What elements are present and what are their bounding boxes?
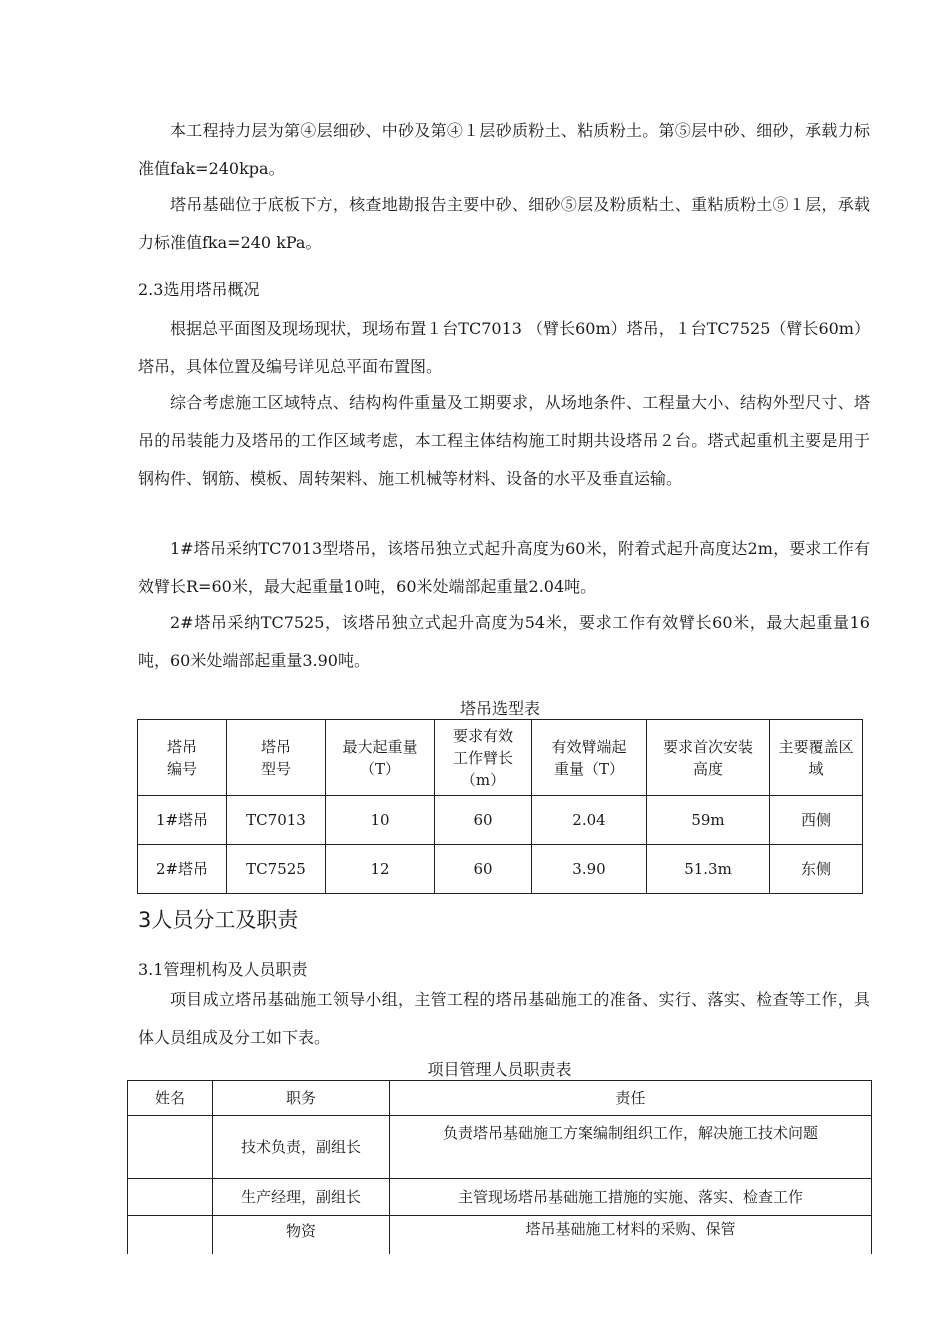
paragraph-crane-2: 2#塔吊采纳TC7525，该塔吊独立式起升高度为54米，要求工作有效臂长60米，最大起重量16吨，60米处端部起重量3.90吨。	[138, 613, 870, 670]
table-header-row	[128, 1081, 872, 1116]
table-cell: 2#塔吊	[138, 845, 227, 894]
table-cell: 3.90	[532, 845, 647, 894]
table-cell: 塔吊基础施工材料的采购、保管	[390, 1216, 872, 1255]
table-cell: 60	[435, 796, 532, 845]
table-cell: 2.04	[532, 796, 647, 845]
paragraph-layout: 根据总平面图及现场现状，现场布置１台TC7013 （臂长60m）塔吊，１台TC7525（臂长60m）塔吊，具体位置及编号详见总平面布置图。	[138, 319, 870, 376]
table-header-cell: 塔吊 型号	[227, 720, 326, 796]
table-header-row	[138, 720, 863, 796]
paragraph-crane-foundation: 塔吊基础位于底板下方，核查地勘报告主要中砂、细砂⑤层及粉质粘土、重粘质粉土⑤１层，承载力标准值fka=240 kPa。	[138, 195, 870, 252]
table-cell: 10	[326, 796, 435, 845]
paragraph-crane-1: 1#塔吊采纳TC7013型塔吊，该塔吊独立式起升高度为60米，附着式起升高度达2m，要求工作有效臂长R=60米，最大起重量10吨，60米处端部起重量2.04吨。	[138, 539, 870, 596]
table-cell: 1#塔吊	[138, 796, 227, 845]
table-cell: 负责塔吊基础施工方案编制组织工作，解决施工技术问题	[390, 1116, 872, 1179]
staff-table-caption: 项目管理人员职责表	[427, 1060, 572, 1079]
table-cell: 60	[435, 845, 532, 894]
table-cell: 51.3m	[647, 845, 770, 894]
table-row	[138, 796, 863, 845]
table-header-cell: 职务	[213, 1081, 390, 1116]
table-header-cell: 要求首次安装 高度	[647, 720, 770, 796]
table-header-cell: 最大起重量 （T）	[326, 720, 435, 796]
table-cell: 西侧	[770, 796, 863, 845]
table-cell: TC7013	[227, 796, 326, 845]
table-header-cell: 主要覆盖区 域	[770, 720, 863, 796]
table-cell: 物资	[213, 1216, 390, 1255]
table-header-cell: 姓名	[128, 1081, 213, 1116]
table-header-cell: 塔吊 编号	[138, 720, 227, 796]
table-cell: 主管现场塔吊基础施工措施的实施、落实、检查工作	[390, 1179, 872, 1216]
table-row	[128, 1179, 872, 1216]
table-cell	[128, 1179, 213, 1216]
paragraph-leadership-group: 项目成立塔吊基础施工领导小组，主管工程的塔吊基础施工的准备、实行、落实、检查等工作，具体人员组成及分工如下表。	[138, 990, 870, 1047]
table-header-cell: 责任	[390, 1081, 872, 1116]
table-row	[138, 845, 863, 894]
table-cell: 技术负责，副组长	[213, 1116, 390, 1179]
table-cell: 12	[326, 845, 435, 894]
staff-duties-table	[127, 1080, 872, 1254]
table-row	[128, 1116, 872, 1179]
table-row	[128, 1216, 872, 1255]
table-header-cell: 要求有效 工作臂长 （m）	[435, 720, 532, 796]
crane-table-caption: 塔吊选型表	[459, 699, 540, 718]
table-cell: 东侧	[770, 845, 863, 894]
section-heading-3-1: 3.1管理机构及人员职责	[138, 960, 308, 979]
paragraph-considerations: 综合考虑施工区域特点、结构构件重量及工期要求，从场地条件、工程量大小、结构外型尺寸、塔吊的吊装能力及塔吊的工作区域考虑，本工程主体结构施工时期共设塔吊２台。塔式起重机主要是用于钢构件、钢筋、模板、周转架料、施工机械等材料、设备的水平及垂直运输。	[138, 393, 870, 488]
table-cell: 59m	[647, 796, 770, 845]
section-heading-3: 3人员分工及职责	[138, 908, 299, 932]
section-heading-2-3: 2.3选用塔吊概况	[138, 280, 260, 299]
crane-selection-table	[137, 719, 863, 894]
table-cell: TC7525	[227, 845, 326, 894]
table-cell: 生产经理，副组长	[213, 1179, 390, 1216]
table-cell	[128, 1216, 213, 1255]
table-header-cell: 有效臂端起 重量（T）	[532, 720, 647, 796]
table-cell	[128, 1116, 213, 1179]
paragraph-bearing-layer: 本工程持力层为第④层细砂、中砂及第④１层砂质粉土、粘质粉土。第⑤层中砂、细砂，承载力标准值fak=240kpa。	[138, 121, 870, 178]
